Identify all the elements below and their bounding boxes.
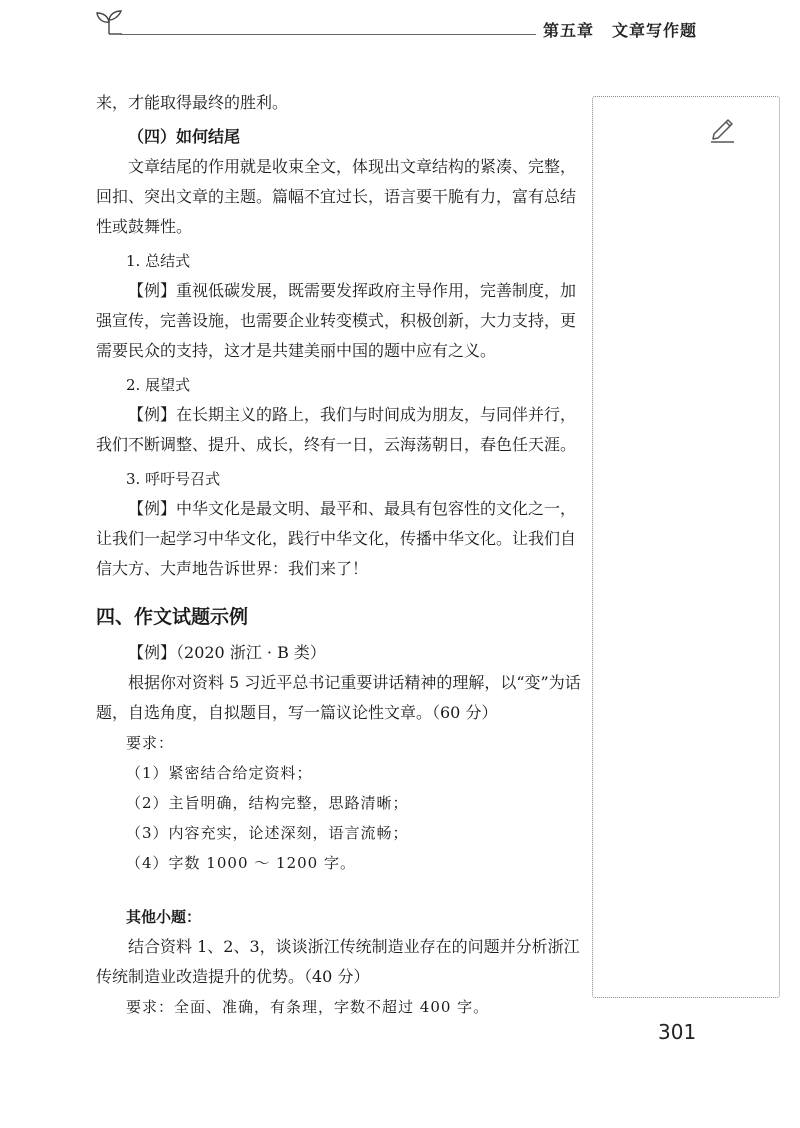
essay-prompt: 根据你对资料 5 习近平总书记重要讲话精神的理解，以“变”为话题，自选角度，自拟题目，写一篇议论性文章。（60 分）	[96, 673, 581, 722]
requirements-title: 要求：	[126, 734, 175, 752]
example-text: 在长期主义的路上，我们与时间成为朋友，与同伴并行，我们不断调整、提升、成长，终有一日，云海荡朝日，春色任天涯。	[96, 405, 577, 454]
sprout-icon	[92, 10, 126, 36]
other-questions-heading: 其他小题：	[126, 908, 202, 926]
chapter-number: 第五章	[543, 21, 595, 40]
chapter-name: 文章写作题	[612, 21, 698, 40]
page-number: 301	[658, 1020, 697, 1044]
example-source-line	[96, 638, 586, 668]
page-header	[0, 0, 800, 60]
pencil-icon	[706, 112, 738, 144]
example-label: 【例】	[128, 643, 177, 662]
chapter-title	[543, 18, 697, 41]
subsection-heading: （四）如何结尾	[128, 127, 241, 146]
example-paragraph	[96, 494, 586, 584]
requirement-item: （1）紧密结合给定资料；	[126, 764, 313, 782]
requirement-item: （3）内容充实，论述深刻，语言流畅；	[126, 824, 409, 842]
intro-paragraph: 文章结尾的作用就是收束全文，体现出文章结构的紧凑、完整，回扣、突出文章的主题。篇幅不宜过长，语言要干脆有力，富有总结性或鼓舞性。	[96, 157, 577, 236]
section-heading: 四、作文试题示例	[96, 606, 249, 628]
example-label: 【例】	[128, 499, 177, 518]
type-heading: 3. 呼吁号召式	[126, 470, 221, 488]
example-text: 重视低碳发展，既需要发挥政府主导作用，完善制度，加强宣传，完善设施，也需要企业转变模式，积极创新，大力支持，更需要民众的支持，这才是共建美丽中国的题中应有之义。	[96, 281, 577, 360]
continued-line: 来，才能取得最终的胜利。	[96, 93, 289, 112]
type-heading: 2. 展望式	[126, 376, 191, 394]
example-label: 【例】	[128, 281, 177, 300]
notes-margin-box	[592, 96, 780, 998]
main-content	[96, 88, 586, 1022]
other-question-requirement: 要求：全面、准确，有条理，字数不超过 400 字。	[126, 998, 490, 1016]
other-question-prompt: 结合资料 1、2、3，谈谈浙江传统制造业存在的问题并分析浙江传统制造业改造提升的优势。（40 分）	[96, 937, 580, 986]
example-text: 中华文化是最文明、最平和、最具有包容性的文化之一，让我们一起学习中华文化，践行中华文化，传播中华文化。让我们自信大方、大声地告诉世界：我们来了！	[96, 499, 577, 578]
example-paragraph	[96, 276, 586, 366]
type-heading: 1. 总结式	[126, 252, 191, 270]
requirement-item: （2）主旨明确，结构完整，思路清晰；	[126, 794, 409, 812]
example-source: （2020 浙江 · B 类）	[176, 643, 326, 662]
example-paragraph	[96, 400, 586, 460]
header-rule	[120, 34, 536, 35]
requirement-item: （4）字数 1000 ～ 1200 字。	[126, 854, 356, 872]
example-label: 【例】	[128, 405, 177, 424]
